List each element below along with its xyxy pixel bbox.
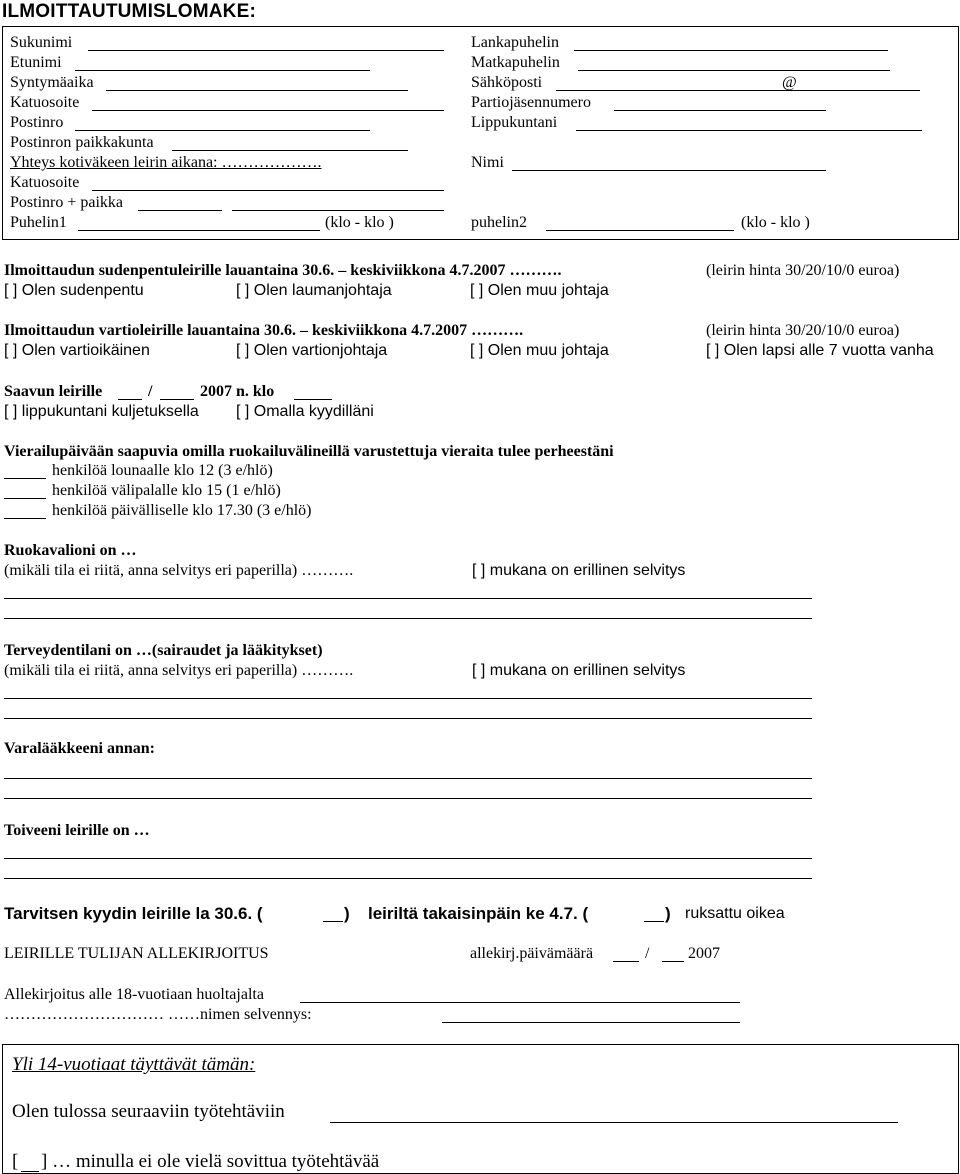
wishes-heading: Toiveeni leirille on … bbox=[4, 822, 150, 839]
email-field[interactable] bbox=[556, 90, 920, 91]
street-label: Katuosoite bbox=[10, 94, 80, 111]
spare-med-line-2[interactable] bbox=[4, 798, 812, 799]
arrival-time-field[interactable] bbox=[294, 399, 332, 400]
phone1-label: Puhelin1 bbox=[10, 214, 67, 231]
contact-street-field[interactable] bbox=[92, 190, 444, 191]
troop-label: Lippukuntani bbox=[471, 114, 558, 131]
health-note: (mikäli tila ei riitä, anna selvitys eri paperilla) ………. bbox=[4, 662, 354, 679]
diet-note: (mikäli tila ei riitä, anna selvitys eri paperilla) ………. bbox=[4, 562, 354, 579]
option-scout-age[interactable]: [ ] Olen vartioikäinen bbox=[4, 342, 150, 359]
phone1-field[interactable] bbox=[78, 230, 320, 231]
phone1-time: (klo - klo ) bbox=[325, 214, 394, 231]
surname-field[interactable] bbox=[88, 50, 444, 51]
phone2-time: (klo - klo ) bbox=[741, 214, 810, 231]
lunch-count-field[interactable] bbox=[4, 478, 46, 479]
name-clarify-field[interactable] bbox=[442, 1022, 740, 1023]
diet-line-2[interactable] bbox=[4, 618, 812, 619]
snack-count-field[interactable] bbox=[4, 498, 46, 499]
signature-day-field[interactable] bbox=[613, 961, 639, 962]
arrival-year-time: 2007 n. klo bbox=[200, 383, 275, 400]
arrival-day-field[interactable] bbox=[118, 399, 142, 400]
snack-label: henkilöä välipalalle klo 15 (1 e/hlö) bbox=[52, 482, 281, 499]
no-task-text: ] … minulla ei ole vielä sovittua työtehtävää bbox=[41, 1151, 380, 1172]
phone2-field[interactable] bbox=[546, 230, 734, 231]
contact-name-label: Nimi bbox=[471, 154, 504, 171]
troop-field[interactable] bbox=[576, 130, 922, 131]
dinner-label: henkilöä päivälliselle klo 17.30 (3 e/hlö) bbox=[52, 502, 312, 519]
name-clarify-label: ………………………… ……nimen selvennys: bbox=[4, 1006, 312, 1023]
birthdate-field[interactable] bbox=[106, 90, 408, 91]
option-troop-transport[interactable]: [ ] lippukuntani kuljetuksella bbox=[4, 403, 199, 420]
contact-zip-city-label: Postinro + paikka bbox=[10, 194, 124, 211]
scout-camp-heading: Ilmoittaudun vartioleirille lauantaina 30.6. – keskiviikkona 4.7.2007 ………. bbox=[4, 322, 524, 339]
transport-back-label: leiriltä takaisinpäin ke 4.7. ( bbox=[368, 904, 589, 923]
visitors-heading: Vierailupäivään saapuvia omilla ruokailuvälineillä varustettuja vieraita tulee perheestäni bbox=[4, 443, 614, 460]
landline-field[interactable] bbox=[574, 50, 888, 51]
member-number-label: Partiojäsennumero bbox=[471, 94, 591, 111]
option-cub[interactable]: [ ] Olen sudenpentu bbox=[4, 282, 144, 299]
health-line-2[interactable] bbox=[4, 718, 812, 719]
signature-label: LEIRILLE TULIJAN ALLEKIRJOITUS bbox=[4, 945, 269, 962]
transport-back-close: ) bbox=[665, 904, 671, 923]
contact-city-field[interactable] bbox=[232, 210, 444, 211]
mobile-label: Matkapuhelin bbox=[471, 54, 560, 71]
option-patrol-leader[interactable]: [ ] Olen vartionjohtaja bbox=[236, 342, 388, 359]
health-heading: Terveydentilani on …(sairaudet ja lääkitykset) bbox=[4, 642, 323, 659]
tasks-label: Olen tulossa seuraaviin työtehtäviin bbox=[12, 1101, 285, 1122]
zip-label: Postinro bbox=[10, 114, 64, 131]
no-task-open: [ bbox=[12, 1151, 19, 1172]
health-attached-option[interactable]: [ ] mukana on erillinen selvitys bbox=[472, 662, 686, 679]
transport-to-close: ) bbox=[344, 904, 350, 923]
signature-date-sep: / bbox=[645, 945, 650, 962]
firstname-field[interactable] bbox=[75, 70, 370, 71]
transport-to-label: Tarvitsen kyydin leirille la 30.6. ( bbox=[4, 904, 263, 923]
signature-date-label: allekirj.päivämäärä bbox=[470, 945, 594, 962]
transport-back-check[interactable] bbox=[644, 921, 664, 922]
spare-med-line-1[interactable] bbox=[4, 778, 812, 779]
option-other-leader-scout[interactable]: [ ] Olen muu johtaja bbox=[470, 342, 609, 359]
tasks-field[interactable] bbox=[330, 1122, 898, 1123]
email-at: @ bbox=[782, 74, 797, 91]
lunch-label: henkilöä lounaalle klo 12 (3 e/hlö) bbox=[52, 462, 273, 479]
spare-med-heading: Varalääkkeeni annan: bbox=[4, 740, 155, 757]
wishes-line-2[interactable] bbox=[4, 878, 812, 879]
surname-label: Sukunimi bbox=[10, 34, 73, 51]
diet-attached-option[interactable]: [ ] mukana on erillinen selvitys bbox=[472, 562, 686, 579]
option-other-leader-cub[interactable]: [ ] Olen muu johtaja bbox=[470, 282, 609, 299]
wishes-line-1[interactable] bbox=[4, 858, 812, 859]
transport-to-check[interactable] bbox=[323, 921, 343, 922]
zip-field[interactable] bbox=[75, 130, 370, 131]
contact-name-field[interactable] bbox=[512, 170, 826, 171]
guardian-signature-field[interactable] bbox=[300, 1002, 740, 1003]
arrival-slash: / bbox=[148, 383, 153, 400]
health-line-1[interactable] bbox=[4, 698, 812, 699]
signature-year: 2007 bbox=[688, 945, 720, 962]
cub-camp-heading: Ilmoittaudun sudenpentuleirille lauantaina 30.6. – keskiviikkona 4.7.2007 ………. bbox=[4, 262, 562, 279]
arrival-label: Saavun leirille bbox=[4, 383, 103, 400]
guardian-label: Allekirjoitus alle 18-vuotiaan huoltajalta bbox=[4, 986, 264, 1003]
dinner-count-field[interactable] bbox=[4, 518, 46, 519]
street-field[interactable] bbox=[92, 110, 444, 111]
option-child-under-7[interactable]: [ ] Olen lapsi alle 7 vuotta vanha bbox=[706, 342, 934, 359]
member-number-field[interactable] bbox=[614, 110, 826, 111]
birthdate-label: Syntymäaika bbox=[10, 74, 94, 91]
diet-line-1[interactable] bbox=[4, 598, 812, 599]
cub-camp-price: (leirin hinta 30/20/10/0 euroa) bbox=[706, 262, 900, 279]
transport-hint: ruksattu oikea bbox=[685, 905, 785, 922]
option-own-ride[interactable]: [ ] Omalla kyydilläni bbox=[236, 403, 374, 420]
form-title: ILMOITTAUTUMISLOMAKE: bbox=[2, 1, 256, 22]
mobile-field[interactable] bbox=[578, 70, 890, 71]
diet-heading: Ruokavalioni on … bbox=[4, 542, 137, 559]
phone2-label: puhelin2 bbox=[471, 214, 527, 231]
scout-camp-price: (leirin hinta 30/20/10/0 euroa) bbox=[706, 322, 900, 339]
no-task-check[interactable] bbox=[21, 1171, 39, 1172]
city-field[interactable] bbox=[172, 150, 408, 151]
arrival-month-field[interactable] bbox=[160, 399, 194, 400]
landline-label: Lankapuhelin bbox=[471, 34, 559, 51]
signature-month-field[interactable] bbox=[662, 961, 684, 962]
over14-heading: Yli 14-vuotiaat täyttävät tämän: bbox=[12, 1054, 256, 1075]
city-label: Postinron paikkakunta bbox=[10, 134, 154, 151]
option-pack-leader[interactable]: [ ] Olen laumanjohtaja bbox=[236, 282, 392, 299]
contact-zip-field[interactable] bbox=[138, 210, 222, 211]
contact-label: Yhteys kotiväkeen leirin aikana: ………………. bbox=[10, 154, 322, 171]
firstname-label: Etunimi bbox=[10, 54, 62, 71]
email-label: Sähköposti bbox=[471, 74, 543, 91]
contact-street-label: Katuosoite bbox=[10, 174, 80, 191]
